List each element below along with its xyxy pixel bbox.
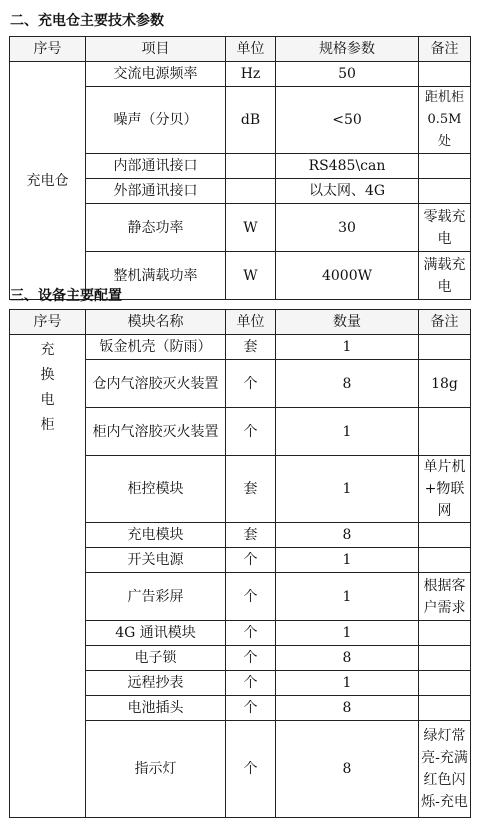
qty-cell: 1	[276, 335, 419, 360]
note-cell	[419, 696, 471, 721]
unit-cell: Hz	[226, 62, 276, 87]
qty-cell: 1	[276, 456, 419, 523]
table-row	[10, 335, 471, 360]
qty-cell: 1	[276, 671, 419, 696]
module-cell: 开关电源	[86, 548, 226, 573]
header-note: 备注	[419, 310, 471, 335]
qty-cell: 1	[276, 573, 419, 621]
note-cell	[419, 671, 471, 696]
unit-cell: 个	[226, 646, 276, 671]
header-unit: 单位	[226, 310, 276, 335]
qty-cell: 1	[276, 621, 419, 646]
note-cell	[419, 646, 471, 671]
unit-cell: 套	[226, 456, 276, 523]
spec-cell: <50	[276, 87, 419, 154]
table-header-row	[10, 310, 471, 335]
unit-cell: 个	[226, 721, 276, 818]
unit-cell: W	[226, 204, 276, 252]
section-title-tech-params: 二、充电仓主要技术参数	[10, 13, 164, 29]
header-item: 项目	[86, 37, 226, 62]
item-cell: 噪声（分贝）	[86, 87, 226, 154]
note-cell: 根据客户需求	[419, 573, 471, 621]
note-cell	[419, 548, 471, 573]
note-cell	[419, 179, 471, 204]
unit-cell: 个	[226, 360, 276, 408]
spec-cell: 50	[276, 62, 419, 87]
header-index: 序号	[10, 37, 86, 62]
spec-cell: RS485\can	[276, 154, 419, 179]
spec-cell: 以太网、4G	[276, 179, 419, 204]
module-cell: 远程抄表	[86, 671, 226, 696]
note-cell	[419, 154, 471, 179]
note-cell: 18g	[419, 360, 471, 408]
header-note: 备注	[419, 37, 471, 62]
qty-cell: 8	[276, 523, 419, 548]
qty-cell: 1	[276, 548, 419, 573]
module-cell: 4G 通讯模块	[86, 621, 226, 646]
unit-cell: 个	[226, 408, 276, 456]
unit-cell: 个	[226, 548, 276, 573]
spec-cell: 30	[276, 204, 419, 252]
note-cell: 绿灯常亮-充满红色闪烁-充电	[419, 721, 471, 818]
qty-cell: 8	[276, 360, 419, 408]
header-spec: 规格参数	[276, 37, 419, 62]
unit-cell: dB	[226, 87, 276, 154]
unit-cell: 个	[226, 696, 276, 721]
item-cell: 静态功率	[86, 204, 226, 252]
tech-params-table	[9, 36, 471, 300]
unit-cell: 个	[226, 621, 276, 646]
note-cell	[419, 408, 471, 456]
item-cell: 外部通讯接口	[86, 179, 226, 204]
module-cell: 柜内气溶胶灭火装置	[86, 408, 226, 456]
module-cell: 钣金机壳（防雨）	[86, 335, 226, 360]
note-cell	[419, 523, 471, 548]
group-label-text: 充 换 电 柜	[40, 342, 55, 433]
note-cell: 距机柜 0.5M 处	[419, 87, 471, 154]
qty-cell: 8	[276, 696, 419, 721]
group-label: 充电仓	[10, 62, 86, 300]
qty-cell: 1	[276, 408, 419, 456]
module-cell: 电池插头	[86, 696, 226, 721]
unit-cell: 个	[226, 671, 276, 696]
module-cell: 指示灯	[86, 721, 226, 818]
unit-cell: 套	[226, 335, 276, 360]
table-header-row	[10, 37, 471, 62]
header-module: 模块名称	[86, 310, 226, 335]
header-qty: 数量	[276, 310, 419, 335]
note-cell	[419, 62, 471, 87]
module-cell: 仓内气溶胶灭火装置	[86, 360, 226, 408]
item-cell: 内部通讯接口	[86, 154, 226, 179]
unit-cell: 套	[226, 523, 276, 548]
note-cell: 零载充电	[419, 204, 471, 252]
section-title-config: 三、设备主要配置	[10, 288, 122, 304]
module-cell: 柜控模块	[86, 456, 226, 523]
qty-cell: 8	[276, 646, 419, 671]
module-cell: 电子锁	[86, 646, 226, 671]
module-cell: 广告彩屏	[86, 573, 226, 621]
unit-cell: 个	[226, 573, 276, 621]
note-cell	[419, 621, 471, 646]
module-cell: 充电模块	[86, 523, 226, 548]
qty-cell: 8	[276, 721, 419, 818]
header-index: 序号	[10, 310, 86, 335]
unit-cell	[226, 154, 276, 179]
item-cell: 整机满载功率	[86, 252, 226, 300]
table-row	[10, 62, 471, 87]
note-cell	[419, 335, 471, 360]
header-unit: 单位	[226, 37, 276, 62]
note-cell: 单片机+物联网	[419, 456, 471, 523]
item-cell: 交流电源频率	[86, 62, 226, 87]
config-table	[9, 309, 471, 818]
spec-cell: 4000W	[276, 252, 419, 300]
unit-cell	[226, 179, 276, 204]
group-label	[10, 335, 86, 818]
unit-cell: W	[226, 252, 276, 300]
note-cell: 满载充电	[419, 252, 471, 300]
